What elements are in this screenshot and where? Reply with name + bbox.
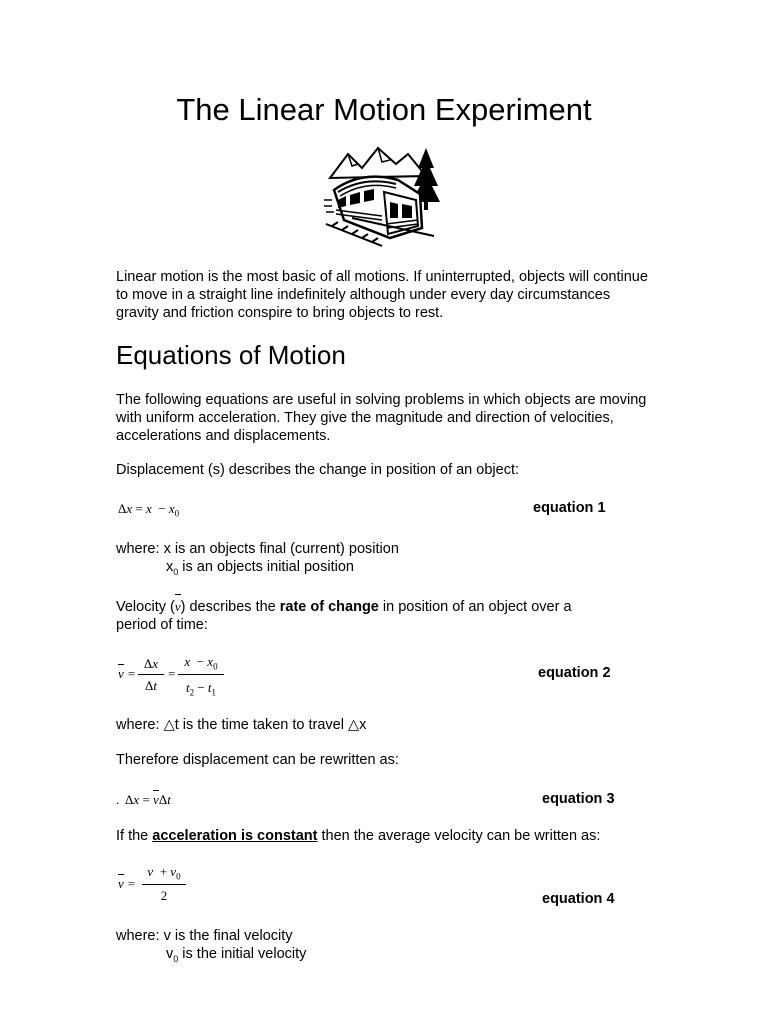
- equation-3-label: equation 3: [542, 791, 615, 807]
- equation-4-label: equation 4: [542, 891, 615, 907]
- velocity-definition-line2: period of time:: [116, 617, 208, 633]
- where-final-velocity: where: v is the final velocity: [116, 928, 293, 944]
- constant-acceleration-sentence: If the acceleration is constant then the average velocity can be written as:: [116, 828, 601, 844]
- where-initial-velocity: $v_0$ is the initial velocity: [166, 946, 307, 964]
- therefore-sentence: Therefore displacement can be rewritten as:: [116, 752, 399, 768]
- where-initial-position: $x_0$ is an objects initial position: [166, 559, 354, 577]
- equation-1-formula: $\Delta x = x - x_0$: [118, 501, 180, 519]
- displacement-definition: Displacement (s) describes the change in position of an object:: [116, 462, 519, 478]
- page-title: The Linear Motion Experiment: [176, 92, 592, 127]
- velocity-definition: Velocity ( v) describes the rate of change in position of an object over a: [116, 598, 572, 616]
- equation-2-label: equation 2: [538, 665, 611, 681]
- equations-intro-paragraph: The following equations are useful in solving problems in which objects are moving with uniform acceleration. They give the magnitude and direction of velocities, accelerations and displacements.: [116, 392, 647, 444]
- intro-paragraph: Linear motion is the most basic of all motions. If uninterrupted, objects will continue to move in a straight line indefinitely although under every day circumstances gravity and friction conspire to bring objects to rest.: [116, 269, 648, 321]
- equation-4-formula: v = $v + v_0$ 2: [116, 862, 206, 906]
- equation-3-formula: . Δx = vΔt: [116, 792, 171, 807]
- equation-1-label: equation 1: [533, 500, 606, 516]
- where-final-position: where: x is an objects final (current) position: [116, 541, 399, 557]
- equation-2-formula: v = Δx Δt = $x - x_0$ $t_2 - t_1$: [116, 654, 236, 698]
- train-clipart-icon: [322, 140, 446, 248]
- where-time-taken: where: △t is the time taken to travel △x: [116, 717, 367, 733]
- section-heading: Equations of Motion: [116, 340, 346, 370]
